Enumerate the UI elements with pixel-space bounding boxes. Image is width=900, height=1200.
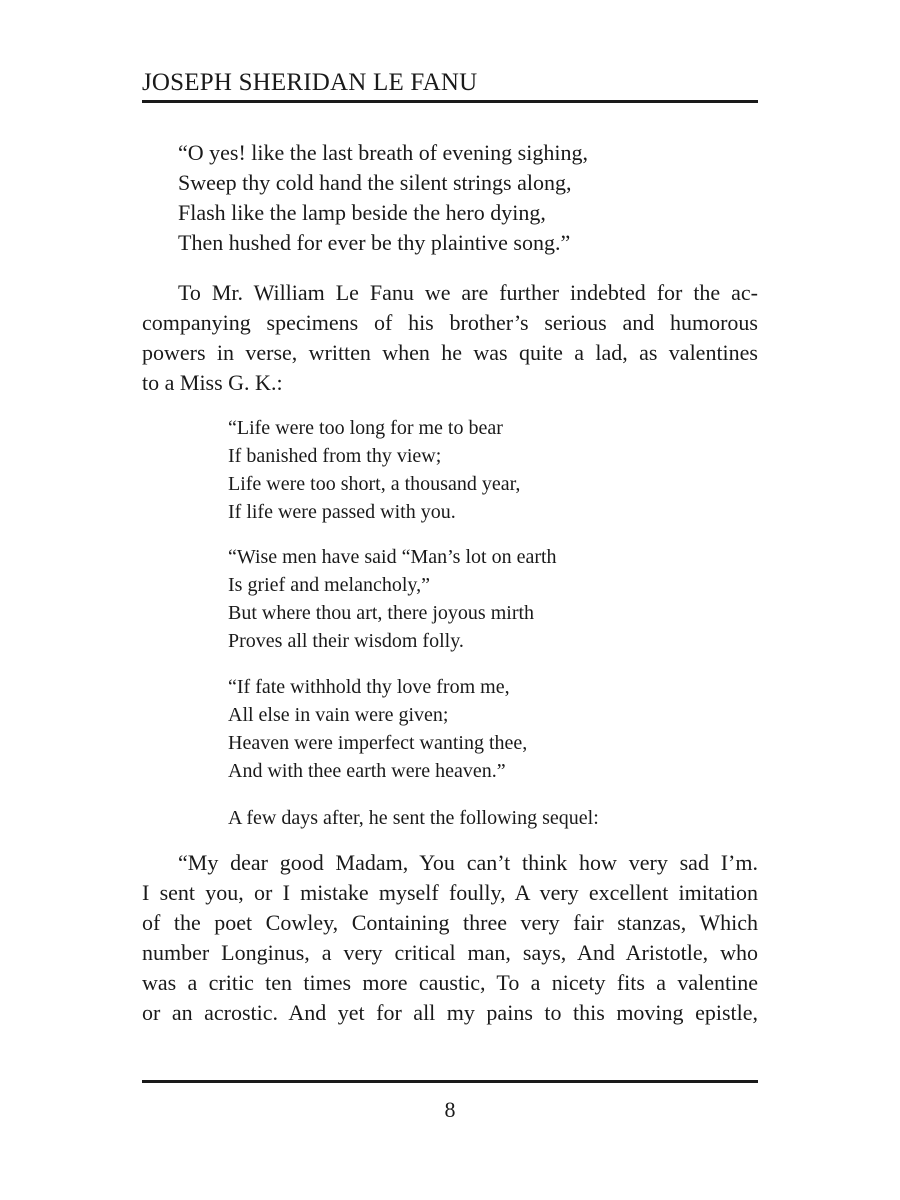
valentine-stanza-1 — [228, 414, 520, 526]
header-rule — [142, 100, 758, 103]
book-page — [142, 0, 758, 1200]
paragraph-line: To Mr. William Le Fanu we are further indebted for the ac- — [178, 280, 758, 305]
paragraph-line: of the poet Cowley, Containing three very fair stanzas, Which — [142, 910, 758, 935]
paragraph-line: was a critic ten times more caustic, To a nicety fits a valentine — [142, 970, 758, 995]
stanza-line: “If fate withhold thy love from me, — [228, 676, 510, 698]
opening-verse — [178, 138, 588, 258]
sequel-line: A few days after, he sent the following sequel: — [228, 807, 599, 829]
closing-paragraph — [142, 848, 758, 1028]
intro-paragraph — [142, 278, 758, 398]
valentine-stanza-2 — [228, 543, 557, 655]
stanza-line: “Wise men have said “Man’s lot on earth — [228, 546, 557, 568]
verse-line: Sweep thy cold hand the silent strings along, — [178, 170, 572, 195]
stanza-line: But where thou art, there joyous mirth — [228, 602, 535, 624]
stanza-line: Is grief and melancholy,” — [228, 574, 430, 596]
paragraph-line: powers in verse, written when he was quite a lad, as valentines — [142, 340, 758, 365]
stanza-line: All else in vain were given; — [228, 704, 449, 726]
stanza-line: Heaven were imperfect wanting thee, — [228, 732, 528, 754]
stanza-line: If life were passed with you. — [228, 501, 456, 523]
verse-line: Then hushed for ever be thy plaintive song.” — [178, 230, 571, 255]
footer-rule — [142, 1080, 758, 1083]
valentine-stanza-3 — [228, 673, 527, 785]
paragraph-line: I sent you, or I mistake myself foully, A very excellent imitation — [142, 880, 758, 905]
paragraph-line: companying specimens of his brother’s serious and humorous — [142, 310, 758, 335]
stanza-line: Proves all their wisdom folly. — [228, 630, 464, 652]
paragraph-line: to a Miss G. K.: — [142, 370, 283, 395]
stanza-line: “Life were too long for me to bear — [228, 417, 503, 439]
paragraph-line: or an acrostic. And yet for all my pains to this moving epistle, — [142, 1000, 758, 1025]
paragraph-line: number Longinus, a very critical man, says, And Aristotle, who — [142, 940, 758, 965]
stanza-line: Life were too short, a thousand year, — [228, 473, 521, 495]
verse-line: Flash like the lamp beside the hero dying, — [178, 200, 546, 225]
paragraph-line: “My dear good Madam, You can’t think how very sad I’m. — [178, 850, 758, 875]
stanza-line: If banished from thy view; — [228, 445, 442, 467]
running-head: JOSEPH SHERIDAN LE FANU — [142, 69, 478, 96]
stanza-line: And with thee earth were heaven.” — [228, 760, 506, 782]
page-number: 8 — [444, 1097, 456, 1122]
verse-line: “O yes! like the last breath of evening sighing, — [178, 140, 588, 165]
